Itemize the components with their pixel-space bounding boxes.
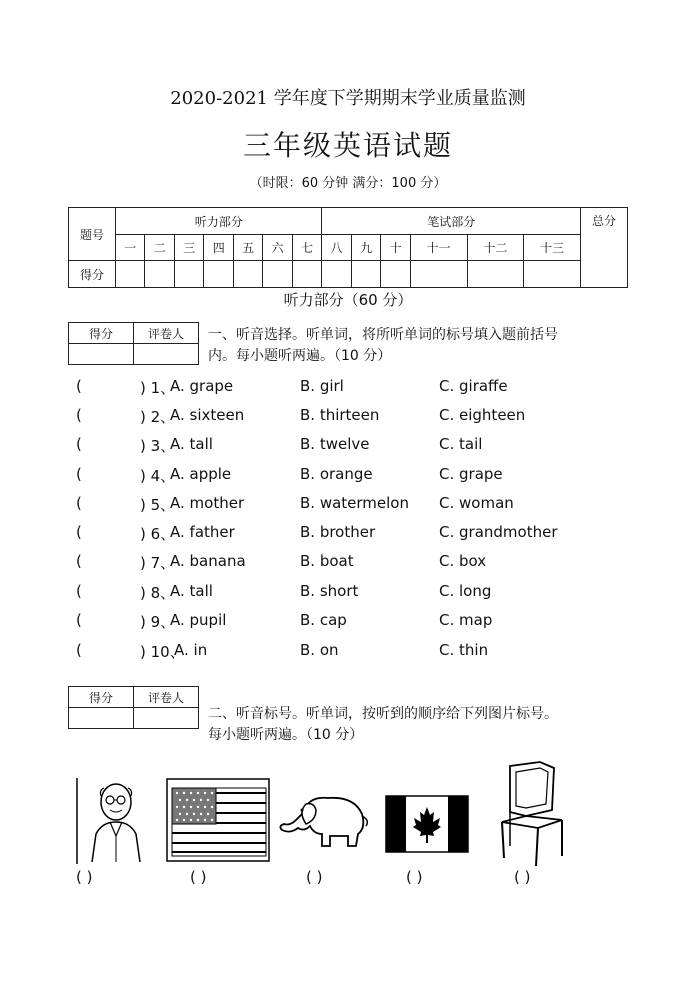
section2-instruction-line1: 二、听音标号。听单词，按听到的顺序给下列图片标号。 <box>208 706 558 722</box>
usa-flag-picture <box>166 778 270 862</box>
option-b: B. twelve <box>300 435 370 453</box>
answer-blank[interactable]: ( <box>76 552 82 570</box>
option-a: A. sixteen <box>170 406 245 424</box>
col-header: 二 <box>145 235 174 261</box>
option-c: C. tail <box>439 435 483 453</box>
score-cell[interactable] <box>351 261 380 288</box>
score-cell[interactable] <box>263 261 292 288</box>
option-a: A. apple <box>170 465 232 483</box>
score-cell[interactable] <box>381 261 410 288</box>
option-c: C. thin <box>439 641 489 659</box>
section2-instruction-line2: 每小题听两遍。（10 分） <box>208 727 364 743</box>
picture-answer-blank[interactable]: ( ) <box>306 868 323 886</box>
answer-blank[interactable]: ( <box>76 377 82 395</box>
col-header: 三 <box>174 235 203 261</box>
col-header: 六 <box>263 235 292 261</box>
score-cell[interactable] <box>292 261 321 288</box>
col-header: 五 <box>233 235 262 261</box>
col-header: 四 <box>204 235 233 261</box>
question-number: ) 7、 <box>140 554 176 572</box>
option-b: B. orange <box>300 465 373 483</box>
elephant-picture <box>276 790 372 850</box>
grader-score-label: 得分 <box>69 323 134 344</box>
option-b: B. on <box>300 641 339 659</box>
option-c: C. grape <box>439 465 503 483</box>
score-cell[interactable] <box>174 261 203 288</box>
answer-blank[interactable]: ( <box>76 523 82 541</box>
col-header: 十一 <box>410 235 467 261</box>
answer-blank[interactable]: ( <box>76 611 82 629</box>
answer-blank[interactable]: ( <box>76 465 82 483</box>
answer-blank[interactable]: ( <box>76 641 82 659</box>
old-man-icon <box>74 770 150 866</box>
answer-blank[interactable]: ( <box>76 494 82 512</box>
col-header: 九 <box>351 235 380 261</box>
col-header: 十二 <box>467 235 524 261</box>
option-b: B. short <box>300 582 359 600</box>
section1-instruction-line2: 内。每小题听两遍。（10 分） <box>208 348 392 364</box>
option-a: A. pupil <box>170 611 227 629</box>
grader-name-label: 评卷人 <box>134 687 199 708</box>
question-number: ) 10、 <box>140 643 185 661</box>
option-a: A. grape <box>170 377 234 395</box>
option-c: C. map <box>439 611 493 629</box>
option-a: A. in <box>174 641 208 659</box>
option-c: C. grandmother <box>439 523 558 541</box>
label-total: 总分 <box>581 208 628 288</box>
question-number: ) 1、 <box>140 379 176 397</box>
question-row <box>76 552 636 574</box>
score-cell[interactable] <box>322 261 351 288</box>
option-b: B. girl <box>300 377 344 395</box>
question-number: ) 9、 <box>140 613 176 631</box>
option-c: C. giraffe <box>439 377 508 395</box>
listening-section-header: 听力部分（60 分） <box>283 291 413 309</box>
label-defen: 得分 <box>69 261 116 288</box>
option-c: C. long <box>439 582 492 600</box>
time-info: （时限：60 分钟 满分：100 分） <box>249 176 447 191</box>
option-c: C. woman <box>439 494 514 512</box>
question-row <box>76 435 636 457</box>
option-a: A. father <box>170 523 235 541</box>
section1-instruction-line1: 一、听音选择。听单词，将所听单词的标号填入题前括号 <box>208 327 558 343</box>
picture-answer-blank[interactable]: ( ) <box>514 868 531 886</box>
section2-instruction <box>208 704 558 746</box>
question-row <box>76 406 636 428</box>
score-cell[interactable] <box>524 261 581 288</box>
grader-name-label: 评卷人 <box>134 323 199 344</box>
option-a: A. tall <box>170 435 213 453</box>
grader-score-label: 得分 <box>69 687 134 708</box>
option-a: A. tall <box>170 582 213 600</box>
option-b: B. watermelon <box>300 494 409 512</box>
score-table <box>68 207 628 288</box>
canada-flag-icon <box>385 795 469 853</box>
option-c: C. eighteen <box>439 406 526 424</box>
section1-instruction <box>208 325 558 367</box>
grandpa-picture <box>74 770 150 866</box>
picture-answer-blank[interactable]: ( ) <box>76 868 93 886</box>
grader-table-2 <box>68 686 199 729</box>
question-number: ) 3、 <box>140 437 176 455</box>
canada-flag-picture <box>385 795 469 853</box>
grader-score-cell[interactable] <box>69 708 134 729</box>
score-cell[interactable] <box>145 261 174 288</box>
option-b: B. cap <box>300 611 347 629</box>
us-flag-icon <box>166 778 270 862</box>
exam-subtitle: 2020-2021 学年度下学期期末学业质量监测 <box>170 88 526 109</box>
col-header: 十 <box>381 235 410 261</box>
question-number: ) 4、 <box>140 467 176 485</box>
option-b: B. boat <box>300 552 354 570</box>
chair-icon <box>496 760 568 868</box>
answer-blank[interactable]: ( <box>76 406 82 424</box>
score-cell[interactable] <box>233 261 262 288</box>
grader-name-cell[interactable] <box>134 344 199 365</box>
question-row <box>76 611 636 633</box>
question-row <box>76 582 636 604</box>
exam-title: 三年级英语试题 <box>242 129 453 162</box>
option-b: B. brother <box>300 523 376 541</box>
option-c: C. box <box>439 552 487 570</box>
question-number: ) 2、 <box>140 408 176 426</box>
grader-score-cell[interactable] <box>69 344 134 365</box>
picture-answer-blank[interactable]: ( ) <box>190 868 207 886</box>
label-tihao: 题号 <box>69 208 116 261</box>
chair-picture <box>496 760 568 868</box>
col-header: 八 <box>322 235 351 261</box>
score-cell[interactable] <box>410 261 467 288</box>
question-number: ) 6、 <box>140 525 176 543</box>
question-row <box>76 523 636 545</box>
question-row <box>76 465 636 487</box>
question-row <box>76 494 636 516</box>
picture-answer-blank[interactable]: ( ) <box>406 868 423 886</box>
option-b: B. thirteen <box>300 406 380 424</box>
question-number: ) 5、 <box>140 496 176 514</box>
group-written: 笔试部分 <box>322 208 581 235</box>
col-header: 一 <box>116 235 145 261</box>
score-cell[interactable] <box>204 261 233 288</box>
question-row <box>76 641 636 663</box>
score-cell[interactable] <box>467 261 524 288</box>
answer-blank[interactable]: ( <box>76 435 82 453</box>
answer-blank[interactable]: ( <box>76 582 82 600</box>
col-header: 十三 <box>524 235 581 261</box>
score-cell[interactable] <box>116 261 145 288</box>
question-number: ) 8、 <box>140 584 176 602</box>
group-listening: 听力部分 <box>116 208 322 235</box>
option-a: A. mother <box>170 494 245 512</box>
grader-table-1 <box>68 322 199 365</box>
option-a: A. banana <box>170 552 246 570</box>
grader-name-cell[interactable] <box>134 708 199 729</box>
col-header: 七 <box>292 235 321 261</box>
elephant-icon <box>276 790 372 850</box>
question-row <box>76 377 636 399</box>
